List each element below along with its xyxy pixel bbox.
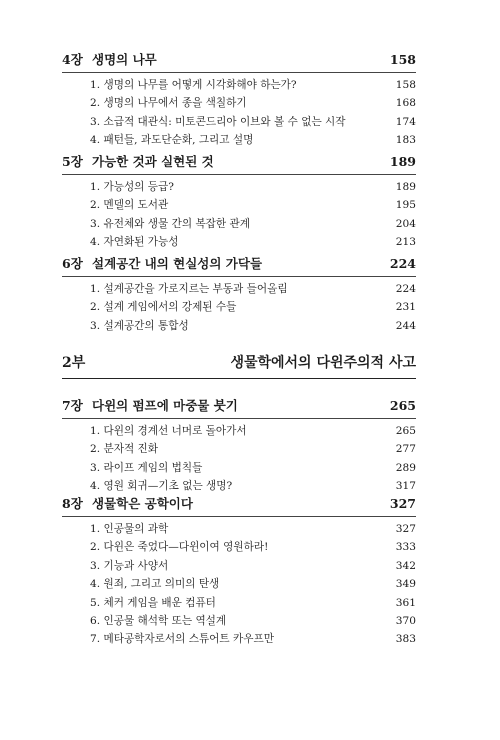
section-entry <box>62 460 416 478</box>
section-entry <box>62 299 416 317</box>
section-entry <box>62 132 416 150</box>
section-title: 4. 원죄, 그리고 의미의 탄생 <box>90 578 220 591</box>
part-title: 생물학에서의 다윈주의적 사고 <box>230 355 416 371</box>
chapter-page: 265 <box>389 398 416 413</box>
section-entry <box>62 216 416 234</box>
section-title: 2. 다윈은 죽었다—다윈이여 영원하라! <box>90 541 269 554</box>
section-page: 317 <box>395 480 416 493</box>
section-entry <box>62 521 416 539</box>
section-page: 277 <box>395 443 416 456</box>
chapter-title: 설계공간 내의 현실성의 가닥들 <box>92 256 263 271</box>
part-number: 2부 <box>62 355 86 371</box>
section-page: 361 <box>395 596 416 609</box>
chapter-page: 158 <box>389 52 416 67</box>
section-title: 4. 영원 회귀—기초 없는 생명? <box>90 480 233 493</box>
section-page: 174 <box>395 115 416 128</box>
section-title: 1. 가능성의 등급? <box>90 181 174 193</box>
chapter-heading <box>62 396 416 419</box>
section-entry <box>62 197 416 215</box>
section-entry <box>62 539 416 557</box>
section-page: 244 <box>395 319 416 332</box>
section-title: 3. 소급적 대관식: 미토콘드리아 이브와 볼 수 없는 시작 <box>90 115 346 128</box>
chapter-heading <box>62 152 416 175</box>
part-heading <box>62 352 416 379</box>
chapter-8 <box>62 494 416 650</box>
section-page: 183 <box>395 134 416 147</box>
section-title: 5. 체커 게임을 배운 컴퓨터 <box>90 596 216 609</box>
section-entry <box>62 95 416 113</box>
section-entry <box>62 423 416 441</box>
section-title: 2. 분자적 진화 <box>90 443 159 456</box>
section-title: 4. 자연화된 가능성 <box>90 236 179 249</box>
section-title: 1. 생명의 나무를 어떻게 시각화해야 하는가? <box>90 79 297 91</box>
section-entry <box>62 281 416 299</box>
section-title: 2. 설계 게임에서의 강제된 수들 <box>90 301 237 314</box>
chapter-title: 다윈의 펌프에 마중물 붓기 <box>92 398 238 413</box>
section-title: 2. 생명의 나무에서 종을 색칠하기 <box>90 97 247 110</box>
chapter-number: 8장 <box>62 496 83 511</box>
chapter-title: 생물학은 공학이다 <box>92 496 193 511</box>
chapter-number: 5장 <box>62 154 83 169</box>
section-entry <box>62 441 416 459</box>
chapter-number: 7장 <box>62 398 83 413</box>
section-title: 1. 인공물의 과학 <box>90 523 169 535</box>
chapter-heading <box>62 494 416 517</box>
section-title: 3. 기능과 사양서 <box>90 559 169 572</box>
section-entry <box>62 318 416 336</box>
section-title: 3. 라이프 게임의 법칙들 <box>90 461 203 474</box>
section-page: 342 <box>395 559 416 572</box>
section-entry <box>62 234 416 252</box>
section-title: 4. 패턴들, 과도단순화, 그리고 설명 <box>90 134 254 147</box>
section-page: 349 <box>395 578 416 591</box>
section-page: 289 <box>395 461 416 474</box>
section-page: 168 <box>395 97 416 110</box>
section-entry <box>62 114 416 132</box>
section-title: 1. 설계공간을 가로지르는 부동과 들어올림 <box>90 283 288 295</box>
chapter-title: 생명의 나무 <box>92 52 157 67</box>
chapter-heading <box>62 254 416 277</box>
section-title: 2. 멘델의 도서관 <box>90 199 169 212</box>
section-page: 370 <box>395 614 416 627</box>
chapter-page: 224 <box>389 256 416 271</box>
chapter-number: 6장 <box>62 256 83 271</box>
section-title: 3. 설계공간의 통합성 <box>90 319 189 332</box>
section-page: 158 <box>395 79 416 91</box>
chapter-5 <box>62 152 416 253</box>
section-page: 333 <box>395 541 416 554</box>
section-title: 3. 유전체와 생물 간의 복잡한 관계 <box>90 217 250 230</box>
section-page: 265 <box>395 425 416 437</box>
section-entry <box>62 558 416 576</box>
chapter-title: 가능한 것과 실현된 것 <box>92 154 214 169</box>
section-title: 1. 다윈의 경계선 너머로 돌아가서 <box>90 425 247 437</box>
section-page: 189 <box>395 181 416 193</box>
section-entry <box>62 595 416 613</box>
section-title: 7. 메타공학자로서의 스튜어트 카우프만 <box>90 633 274 646</box>
chapter-7 <box>62 396 416 497</box>
section-entry <box>62 179 416 197</box>
chapter-6 <box>62 254 416 336</box>
section-page: 231 <box>395 301 416 314</box>
section-entry <box>62 631 416 649</box>
section-page: 327 <box>395 523 416 535</box>
section-page: 224 <box>395 283 416 295</box>
section-entry <box>62 576 416 594</box>
chapter-heading <box>62 50 416 73</box>
section-page: 213 <box>395 236 416 249</box>
chapter-page: 189 <box>389 154 416 169</box>
section-entry <box>62 613 416 631</box>
section-page: 195 <box>395 199 416 212</box>
chapter-number: 4장 <box>62 52 83 67</box>
chapter-4 <box>62 50 416 151</box>
section-page: 204 <box>395 217 416 230</box>
section-title: 6. 인공물 해석학 또는 역설계 <box>90 614 227 627</box>
section-page: 383 <box>395 633 416 646</box>
chapter-page: 327 <box>389 496 416 511</box>
section-entry <box>62 77 416 95</box>
